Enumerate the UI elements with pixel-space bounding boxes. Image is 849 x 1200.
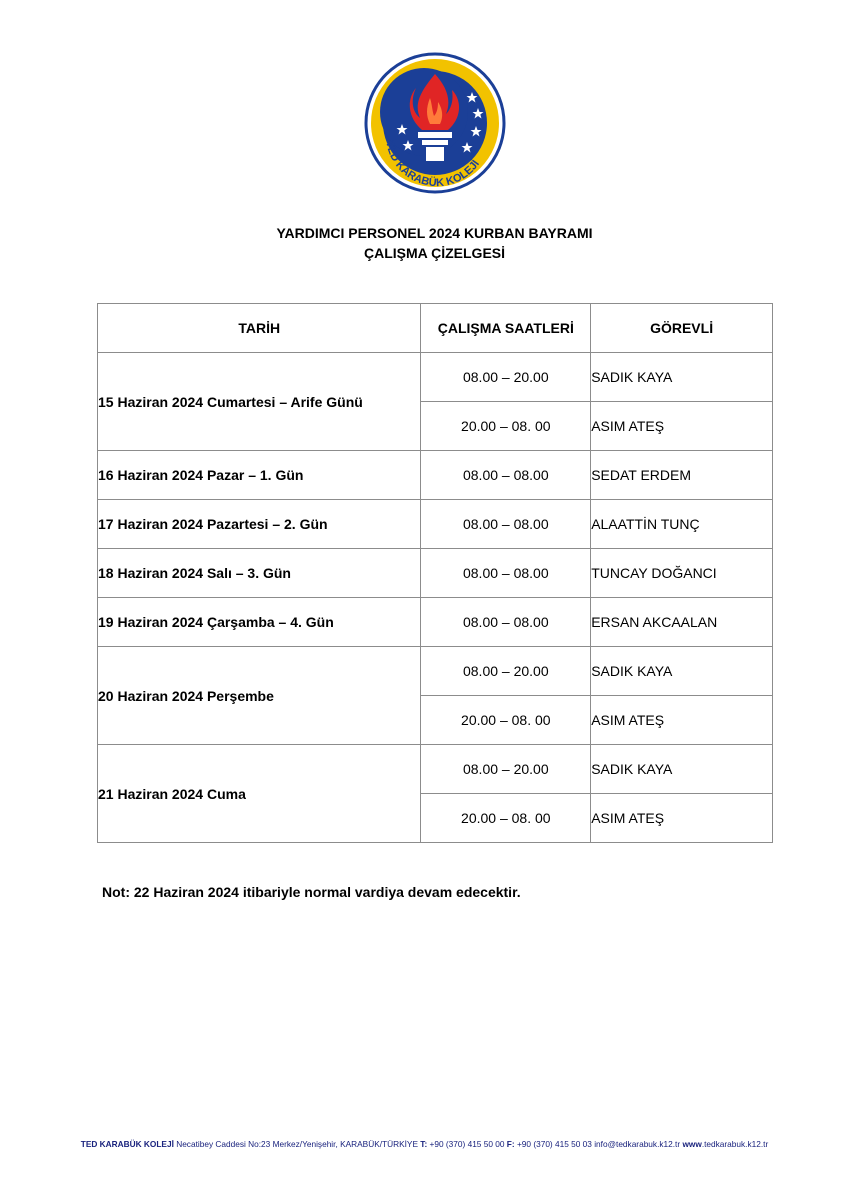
hours-cell: 20.00 – 08. 00 [421,402,591,451]
footer-address: Necatibey Caddesi No:23 Merkez/Yenişehir, KARABÜK/TÜRKİYE [173,1139,421,1149]
staff-cell: SADIK KAYA [591,647,773,696]
hours-cell: 08.00 – 08.00 [421,451,591,500]
document-title-line2: ÇALIŞMA ÇİZELGESİ [363,245,506,261]
footer-fax-label: F: [506,1139,515,1149]
hours-cell: 08.00 – 08.00 [421,598,591,647]
table-row [98,353,773,402]
staff-cell: TUNCAY DOĞANCI [591,549,773,598]
hours-cell: 20.00 – 08. 00 [421,794,591,843]
date-cell: 17 Haziran 2024 Pazartesi – 2. Gün [98,500,421,549]
hours-cell: 08.00 – 20.00 [421,353,591,402]
staff-cell: SADIK KAYA [591,353,773,402]
hours-cell: 20.00 – 08. 00 [421,696,591,745]
header-staff: GÖREVLİ [591,304,773,353]
hours-cell: 08.00 – 08.00 [421,500,591,549]
schedule-table [97,303,773,843]
header-date: TARİH [98,304,421,353]
page-footer [0,1139,849,1149]
staff-cell: SADIK KAYA [591,745,773,794]
date-cell: 15 Haziran 2024 Cumartesi – Arife Günü [98,353,421,451]
footer-phone: +90 (370) 415 50 00 [427,1139,507,1149]
school-logo [364,52,506,194]
hours-cell: 08.00 – 20.00 [421,745,591,794]
document-title-line1: YARDIMCI PERSONEL 2024 KURBAN BAYRAMI [276,225,593,241]
table-header-row [98,304,773,353]
staff-cell: ALAATTİN TUNÇ [591,500,773,549]
staff-cell: ASIM ATEŞ [591,794,773,843]
staff-cell: ERSAN AKCAALAN [591,598,773,647]
table-row [98,598,773,647]
footer-web-prefix: www [682,1139,702,1149]
footer-phone-label: T: [420,1139,428,1149]
footer-fax-email: +90 (370) 415 50 03 info@tedkarabuk.k12.tr [514,1139,683,1149]
table-row [98,549,773,598]
staff-cell: ASIM ATEŞ [591,402,773,451]
footer-school-name: TED KARABÜK KOLEJİ [80,1139,174,1149]
date-cell: 16 Haziran 2024 Pazar – 1. Gün [98,451,421,500]
header-hours: ÇALIŞMA SAATLERİ [421,304,591,353]
date-cell: 21 Haziran 2024 Cuma [98,745,421,843]
staff-cell: ASIM ATEŞ [591,696,773,745]
hours-cell: 08.00 – 20.00 [421,647,591,696]
staff-cell: SEDAT ERDEM [591,451,773,500]
svg-text:TED KARABÜK KOLEJİ: TED KARABÜK KOLEJİ [383,139,482,190]
date-cell: 19 Haziran 2024 Çarşamba – 4. Gün [98,598,421,647]
table-row [98,745,773,794]
footer-web: .tedkarabuk.k12.tr [701,1139,769,1149]
hours-cell: 08.00 – 08.00 [421,549,591,598]
table-row [98,500,773,549]
date-cell: 20 Haziran 2024 Perşembe [98,647,421,745]
schedule-note: Not: 22 Haziran 2024 itibariyle normal vardiya devam edecektir. [102,884,521,900]
table-row [98,451,773,500]
table-row [98,647,773,696]
date-cell: 18 Haziran 2024 Salı – 3. Gün [98,549,421,598]
